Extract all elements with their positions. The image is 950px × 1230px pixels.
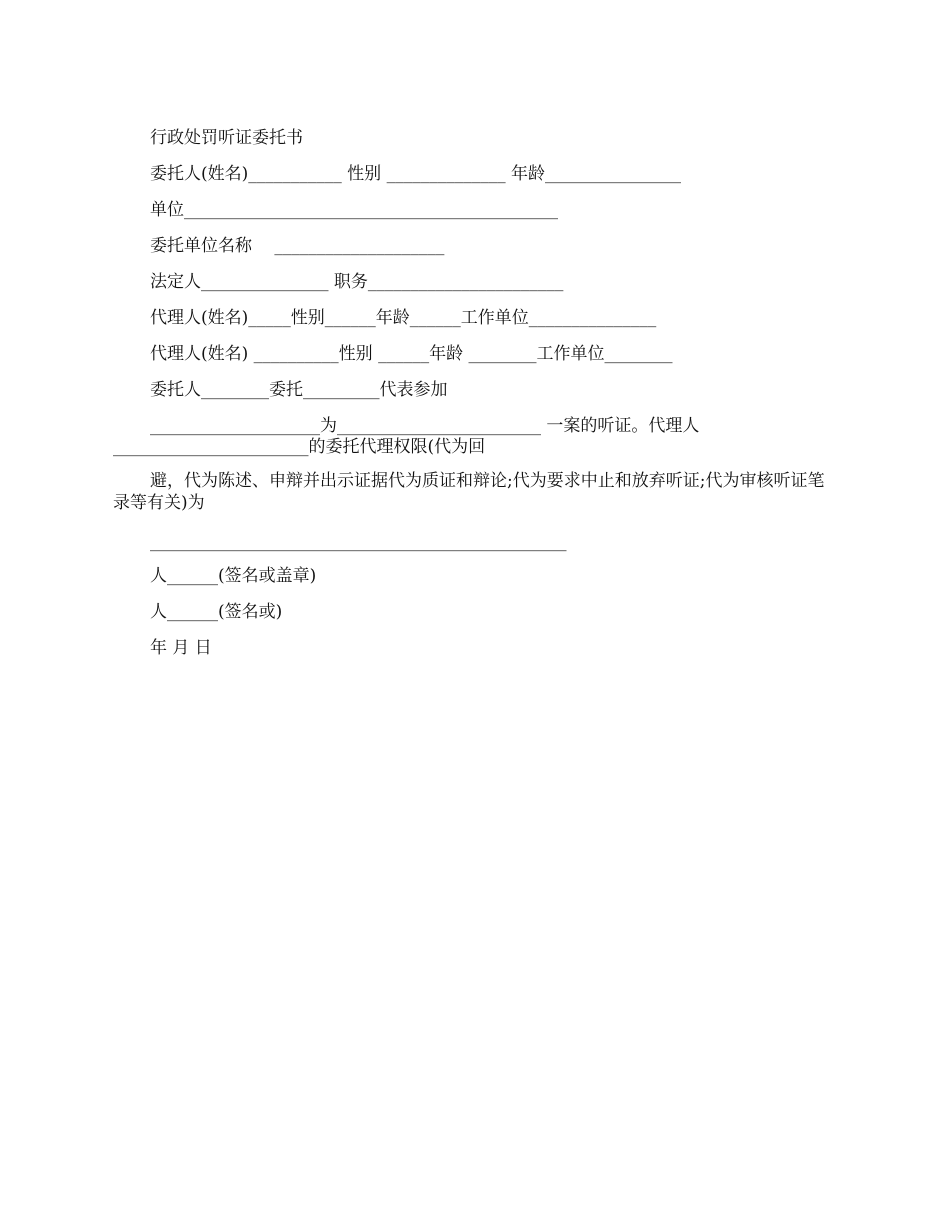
document-title: 行政处罚听证委托书 [150, 128, 303, 148]
legal-representative-line: 法定人_______________ 职务_______________________ [150, 272, 564, 292]
agent-signature-line: 人______(签名或) [150, 602, 283, 622]
case-line-1: ____________________为________________________ 一案的听证。代理人 [150, 416, 700, 436]
agent-line-1: 代理人(姓名)_____性别______年龄______工作单位_______________ [150, 308, 657, 328]
entrust-unit-line: 委托单位名称 ____________________ [150, 236, 445, 256]
agent-line-2: 代理人(姓名) __________性别 ______年龄 ________工作单位________ [150, 344, 673, 364]
blank-line: _________________________________________________ [150, 532, 567, 552]
date-line: 年 月 日 [150, 638, 212, 658]
entrust-line: 委托人________委托_________代表参加 [150, 380, 448, 400]
principal-line: 委托人(姓名)___________ 性别 ______________ 年龄________________ [150, 164, 681, 184]
unit-line: 单位____________________________________________ [150, 200, 558, 220]
principal-signature-line: 人______(签名或盖章) [150, 566, 317, 586]
powers-paragraph: 避，代为陈述、申辩并出示证据代为质证和辩论;代为要求中止和放弃听证;代为审核听证笔录等有关)为 [113, 471, 825, 513]
case-line-2: _______________________的委托代理权限(代为回 [113, 437, 486, 457]
